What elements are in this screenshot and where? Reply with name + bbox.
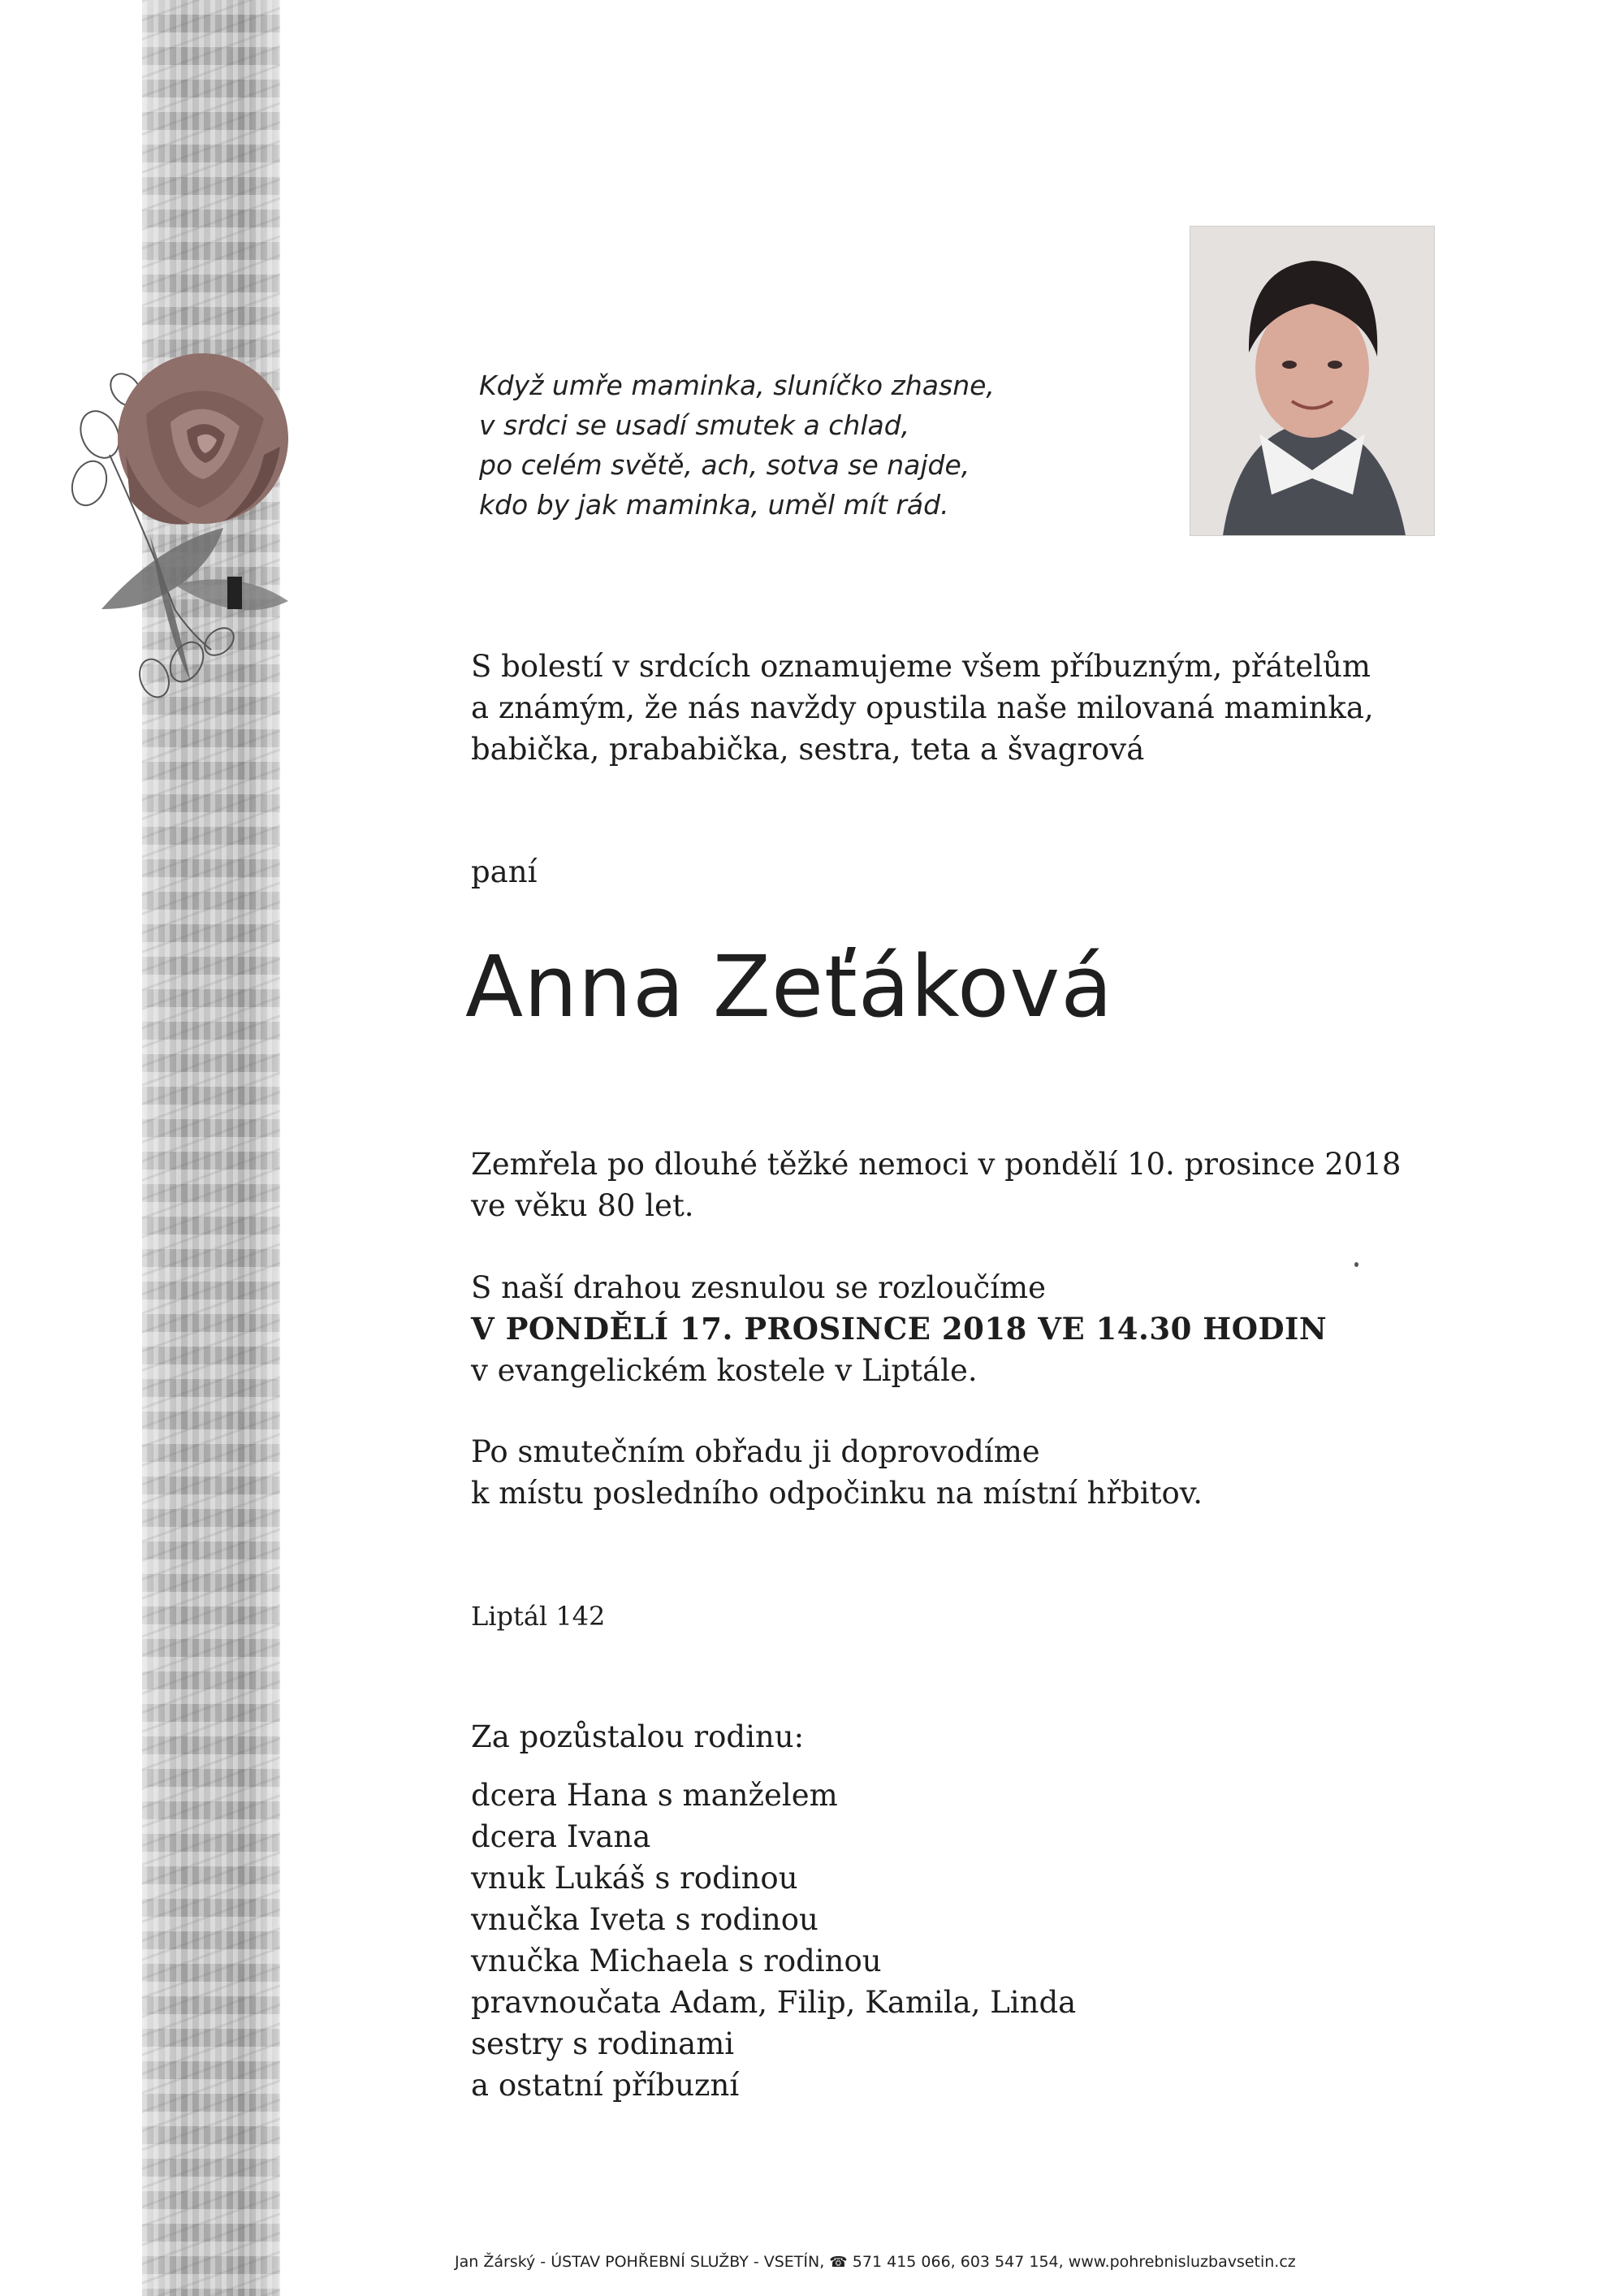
family-member: pravnoučata Adam, Filip, Kamila, Linda xyxy=(471,1985,1077,2020)
farewell-datetime: V PONDĚLÍ 17. PROSINCE 2018 VE 14.30 HODIN xyxy=(471,1311,1328,1347)
address: Liptál 142 xyxy=(471,1601,606,1632)
death-info-line: ve věku 80 let. xyxy=(471,1188,694,1223)
family-member: vnučka Iveta s rodinou xyxy=(471,1902,818,1937)
burial-line: k místu posledního odpočinku na místní hřbitov. xyxy=(471,1476,1203,1511)
stray-mark xyxy=(1354,1262,1358,1267)
burial-info xyxy=(471,1431,1203,1514)
deceased-name: Anna Zeťáková xyxy=(465,937,1113,1036)
burial-line: Po smutečním obřadu ji doprovodíme xyxy=(471,1434,1040,1469)
footer xyxy=(455,2253,1296,2271)
death-info xyxy=(471,1144,1401,1226)
family-list xyxy=(471,1775,1076,2106)
footer-contact: 571 415 066, 603 547 154, www.pohrebnisluzbavsetin.cz xyxy=(852,2253,1296,2271)
poem-line: Když umře maminka, sluníčko zhasne, xyxy=(479,370,995,401)
poem xyxy=(479,365,995,525)
family-member: sestry s rodinami xyxy=(471,2026,735,2061)
announcement-line: S bolestí v srdcích oznamujeme všem příbuzným, přátelům xyxy=(471,649,1371,684)
family-member: vnuk Lukáš s rodinou xyxy=(471,1861,798,1896)
farewell-intro: S naší drahou zesnulou se rozloučíme xyxy=(471,1270,1047,1305)
farewell-place: v evangelickém kostele v Liptále. xyxy=(471,1353,978,1388)
poem-line: kdo by jak maminka, uměl mít rád. xyxy=(479,489,949,521)
footer-prefix: Jan Žárský - ÚSTAV POHŘEBNÍ SLUŽBY - VSETÍN, xyxy=(455,2253,825,2271)
phone-icon: ☎ xyxy=(829,2254,848,2271)
farewell xyxy=(471,1267,1327,1391)
family-heading: Za pozůstalou rodinu: xyxy=(471,1719,805,1754)
family-member: vnučka Michaela s rodinou xyxy=(471,1944,882,1978)
announcement-line: a známým, že nás navždy opustila naše milovaná maminka, xyxy=(471,690,1374,725)
death-info-line: Zemřela po dlouhé těžké nemoci v pondělí 10. prosince 2018 xyxy=(471,1147,1402,1182)
portrait-photo xyxy=(1190,226,1435,536)
rose-decoration-icon xyxy=(53,341,329,723)
family-member: dcera Ivana xyxy=(471,1819,651,1854)
title-word: paní xyxy=(471,854,538,889)
announcement xyxy=(471,646,1374,770)
poem-line: v srdci se usadí smutek a chlad, xyxy=(479,409,910,441)
family-member: a ostatní příbuzní xyxy=(471,2068,740,2103)
family-member: dcera Hana s manželem xyxy=(471,1778,838,1813)
poem-line: po celém světě, ach, sotva se najde, xyxy=(479,449,970,481)
announcement-line: babička, prababička, sestra, teta a švagrová xyxy=(471,732,1145,767)
